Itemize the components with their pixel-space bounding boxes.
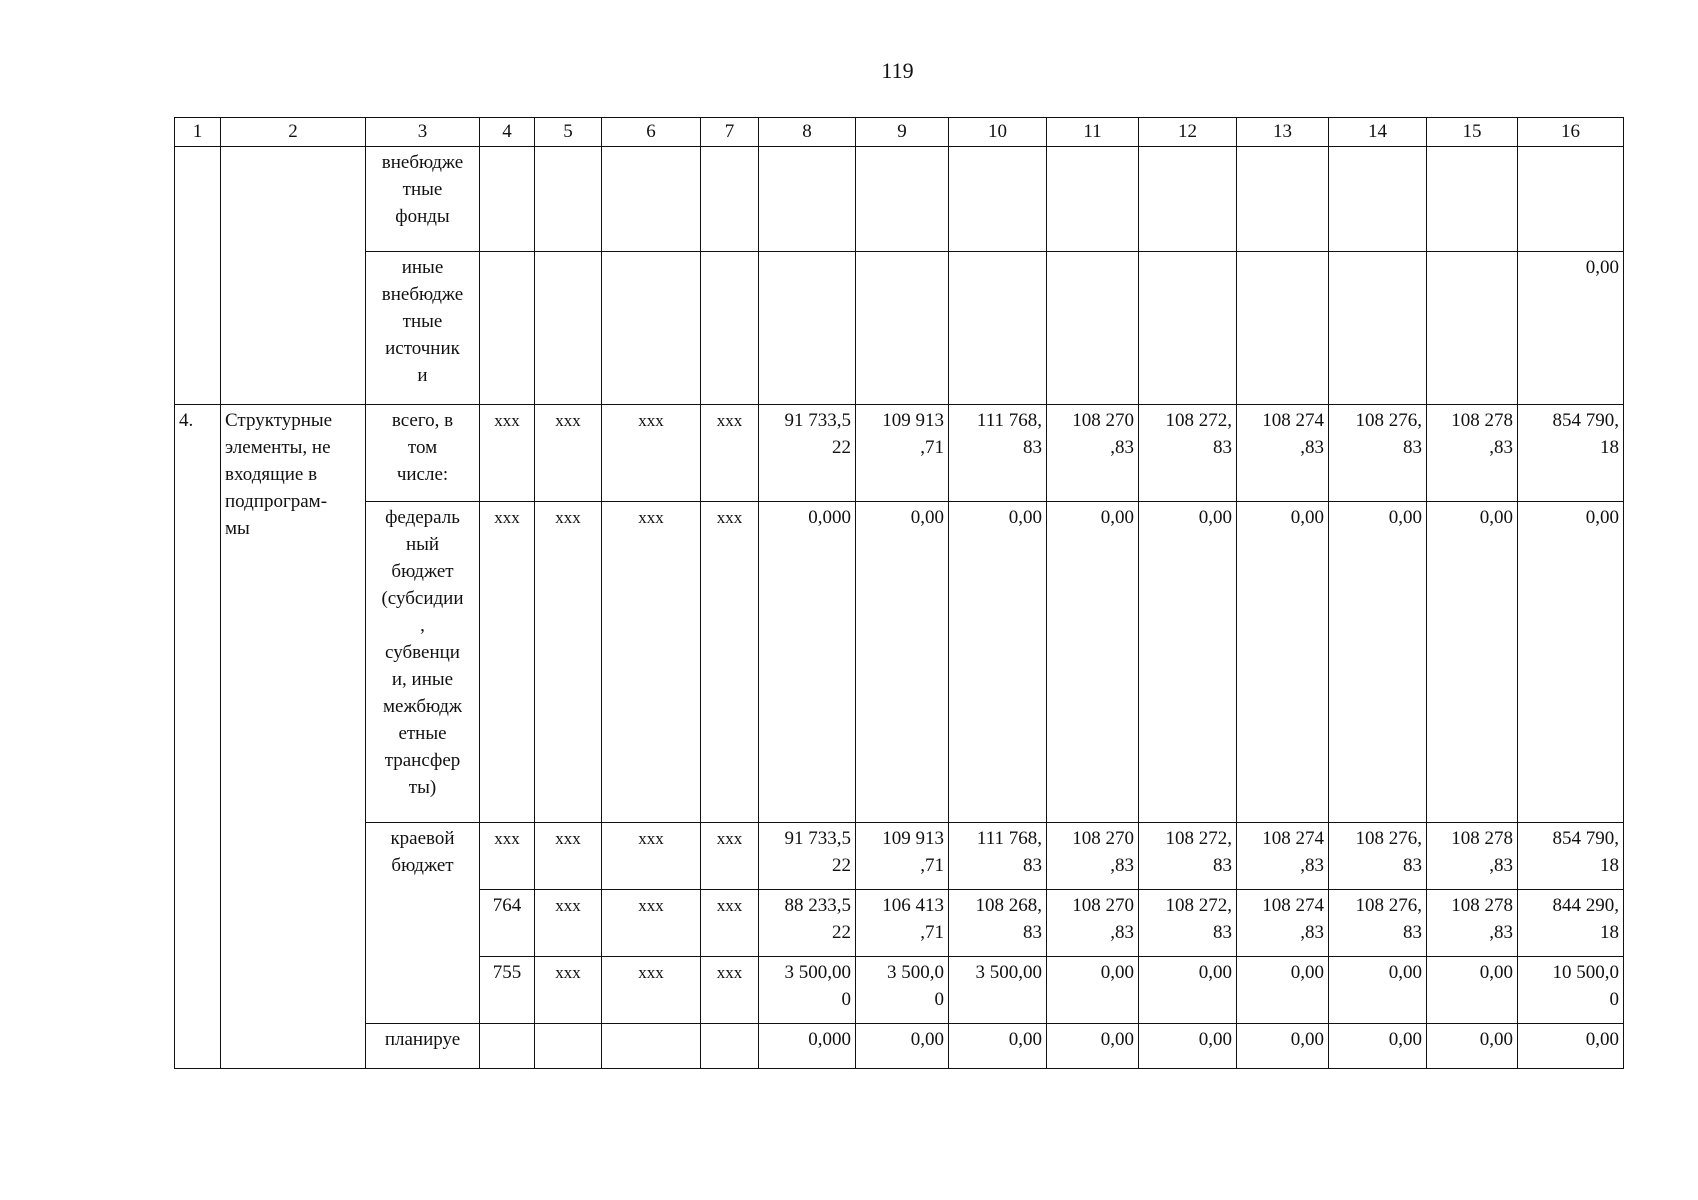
value-cell: 0,00: [1329, 502, 1427, 823]
table-cell: [701, 252, 759, 405]
value-cell: 0,00: [1047, 502, 1139, 823]
code-cell: xxx: [701, 890, 759, 957]
code-cell: xxx: [535, 502, 602, 823]
value-cell: 106 413 ,71: [856, 890, 949, 957]
value-cell: 108 276, 83: [1329, 823, 1427, 890]
column-header: 2: [221, 118, 366, 147]
table-row-regional-budget: [175, 823, 1624, 890]
value-cell: 0,000: [759, 502, 856, 823]
value-cell: 108 270 ,83: [1047, 823, 1139, 890]
table-cell: [1139, 147, 1237, 252]
source-label-cell: иные внебюдже тные источник и: [366, 252, 480, 405]
value-cell: 109 913 ,71: [856, 405, 949, 502]
code-cell: xxx: [535, 823, 602, 890]
table-cell: [1329, 147, 1427, 252]
table-row-federal-budget: [175, 502, 1624, 823]
table-cell: [856, 252, 949, 405]
column-header: 5: [535, 118, 602, 147]
table-cell: [701, 147, 759, 252]
table-row-planned: [175, 1024, 1624, 1069]
code-cell: xxx: [701, 502, 759, 823]
column-header-row: [175, 118, 1624, 147]
column-header: 16: [1518, 118, 1624, 147]
table-cell: [759, 252, 856, 405]
column-header: 10: [949, 118, 1047, 147]
value-cell: 111 768, 83: [949, 405, 1047, 502]
table-row-other-sources: [175, 252, 1624, 405]
value-cell: 0,00: [949, 1024, 1047, 1069]
value-cell: 108 274 ,83: [1237, 405, 1329, 502]
value-cell: 108 278 ,83: [1427, 823, 1518, 890]
table-cell: [1139, 252, 1237, 405]
budget-table: [174, 117, 1624, 1069]
source-label-cell: всего, в том числе:: [366, 405, 480, 502]
value-cell: 109 913 ,71: [856, 823, 949, 890]
value-cell: 108 272, 83: [1139, 823, 1237, 890]
value-cell: 854 790, 18: [1518, 405, 1624, 502]
value-cell: 0,00: [1139, 502, 1237, 823]
column-header: 6: [602, 118, 701, 147]
value-cell: 108 278 ,83: [1427, 890, 1518, 957]
code-cell: xxx: [701, 823, 759, 890]
item-title-cell: Структурные элементы, не входящие в подпрограм- мы: [221, 405, 366, 1069]
table-cell: [949, 252, 1047, 405]
value-cell: 0,00: [1427, 1024, 1518, 1069]
value-cell: 10 500,0 0: [1518, 957, 1624, 1024]
table-cell: [480, 147, 535, 252]
table-cell: [1047, 252, 1139, 405]
value-cell: 111 768, 83: [949, 823, 1047, 890]
value-cell: 3 500,00: [949, 957, 1047, 1024]
value-cell: 0,00: [1518, 502, 1624, 823]
table-cell: [1047, 147, 1139, 252]
value-cell: 3 500,0 0: [856, 957, 949, 1024]
value-cell: 0,000: [759, 1024, 856, 1069]
page-number: 119: [881, 58, 914, 83]
table-cell: [221, 147, 366, 405]
code-cell: xxx: [480, 823, 535, 890]
table-cell: [535, 147, 602, 252]
table-cell: [1427, 252, 1518, 405]
value-cell: 108 272, 83: [1139, 405, 1237, 502]
code-cell: xxx: [602, 502, 701, 823]
code-cell: xxx: [602, 405, 701, 502]
table-cell: [602, 1024, 701, 1069]
table-cell: [1518, 147, 1624, 252]
value-cell: 91 733,5 22: [759, 405, 856, 502]
column-header: 14: [1329, 118, 1427, 147]
table-cell: [759, 147, 856, 252]
table-row-extrabudgetary-funds: [175, 147, 1624, 252]
table-cell: [701, 1024, 759, 1069]
value-cell: 108 274 ,83: [1237, 890, 1329, 957]
table-cell: [175, 147, 221, 405]
code-cell: xxx: [701, 405, 759, 502]
value-cell: 0,00: [1237, 957, 1329, 1024]
value-cell: 108 270 ,83: [1047, 890, 1139, 957]
source-label-cell: федераль ный бюджет (субсидии , субвенци и, иные межбюдж етные трансфер ты): [366, 502, 480, 823]
column-header: 1: [175, 118, 221, 147]
column-header: 8: [759, 118, 856, 147]
value-cell: 0,00: [1139, 1024, 1237, 1069]
budget-table-wrap: [174, 117, 1624, 1069]
value-cell: 108 268, 83: [949, 890, 1047, 957]
table-cell: [535, 252, 602, 405]
value-cell: 91 733,5 22: [759, 823, 856, 890]
value-cell: 0,00: [1518, 1024, 1624, 1069]
value-cell: 0,00: [1329, 957, 1427, 1024]
column-header: 12: [1139, 118, 1237, 147]
table-cell: [480, 1024, 535, 1069]
value-cell: 0,00: [1329, 1024, 1427, 1069]
table-cell: [1237, 147, 1329, 252]
source-label-cell: краевой бюджет: [366, 823, 480, 1024]
value-cell: 0,00: [856, 502, 949, 823]
value-cell: 0,00: [1237, 502, 1329, 823]
column-header: 9: [856, 118, 949, 147]
item-number-cell: 4.: [175, 405, 221, 1069]
table-cell: [602, 252, 701, 405]
code-cell: xxx: [535, 890, 602, 957]
code-cell: 755: [480, 957, 535, 1024]
value-cell: 88 233,5 22: [759, 890, 856, 957]
column-header: 13: [1237, 118, 1329, 147]
value-cell: 0,00: [1047, 957, 1139, 1024]
value-cell: 0,00: [1139, 957, 1237, 1024]
table-cell: [1427, 147, 1518, 252]
table-cell: [1237, 252, 1329, 405]
value-cell: 108 276, 83: [1329, 405, 1427, 502]
code-cell: xxx: [701, 957, 759, 1024]
value-cell: 0,00: [949, 502, 1047, 823]
value-cell: 108 276, 83: [1329, 890, 1427, 957]
source-label-cell: внебюдже тные фонды: [366, 147, 480, 252]
code-cell: 764: [480, 890, 535, 957]
value-cell: 108 272, 83: [1139, 890, 1237, 957]
table-row-total: [175, 405, 1624, 502]
table-cell: [480, 252, 535, 405]
table-cell: [949, 147, 1047, 252]
value-cell: 0,00: [1427, 502, 1518, 823]
column-header: 15: [1427, 118, 1518, 147]
value-cell: 0,00: [1427, 957, 1518, 1024]
value-cell: 0,00: [1047, 1024, 1139, 1069]
table-cell: [602, 147, 701, 252]
column-header: 7: [701, 118, 759, 147]
column-header: 3: [366, 118, 480, 147]
code-cell: xxx: [480, 502, 535, 823]
code-cell: xxx: [602, 823, 701, 890]
value-cell: 108 274 ,83: [1237, 823, 1329, 890]
value-cell: 0,00: [1237, 1024, 1329, 1069]
value-cell: 108 278 ,83: [1427, 405, 1518, 502]
value-cell: 3 500,00 0: [759, 957, 856, 1024]
table-cell: [856, 147, 949, 252]
value-cell: 0,00: [856, 1024, 949, 1069]
code-cell: xxx: [535, 957, 602, 1024]
value-cell: 844 290, 18: [1518, 890, 1624, 957]
code-cell: xxx: [602, 957, 701, 1024]
code-cell: xxx: [535, 405, 602, 502]
code-cell: xxx: [480, 405, 535, 502]
table-cell: [1329, 252, 1427, 405]
table-cell: [535, 1024, 602, 1069]
column-header: 11: [1047, 118, 1139, 147]
column-header: 4: [480, 118, 535, 147]
value-cell: 854 790, 18: [1518, 823, 1624, 890]
value-cell: 0,00: [1518, 252, 1624, 405]
source-label-cell: планируе: [366, 1024, 480, 1069]
value-cell: 108 270 ,83: [1047, 405, 1139, 502]
code-cell: xxx: [602, 890, 701, 957]
